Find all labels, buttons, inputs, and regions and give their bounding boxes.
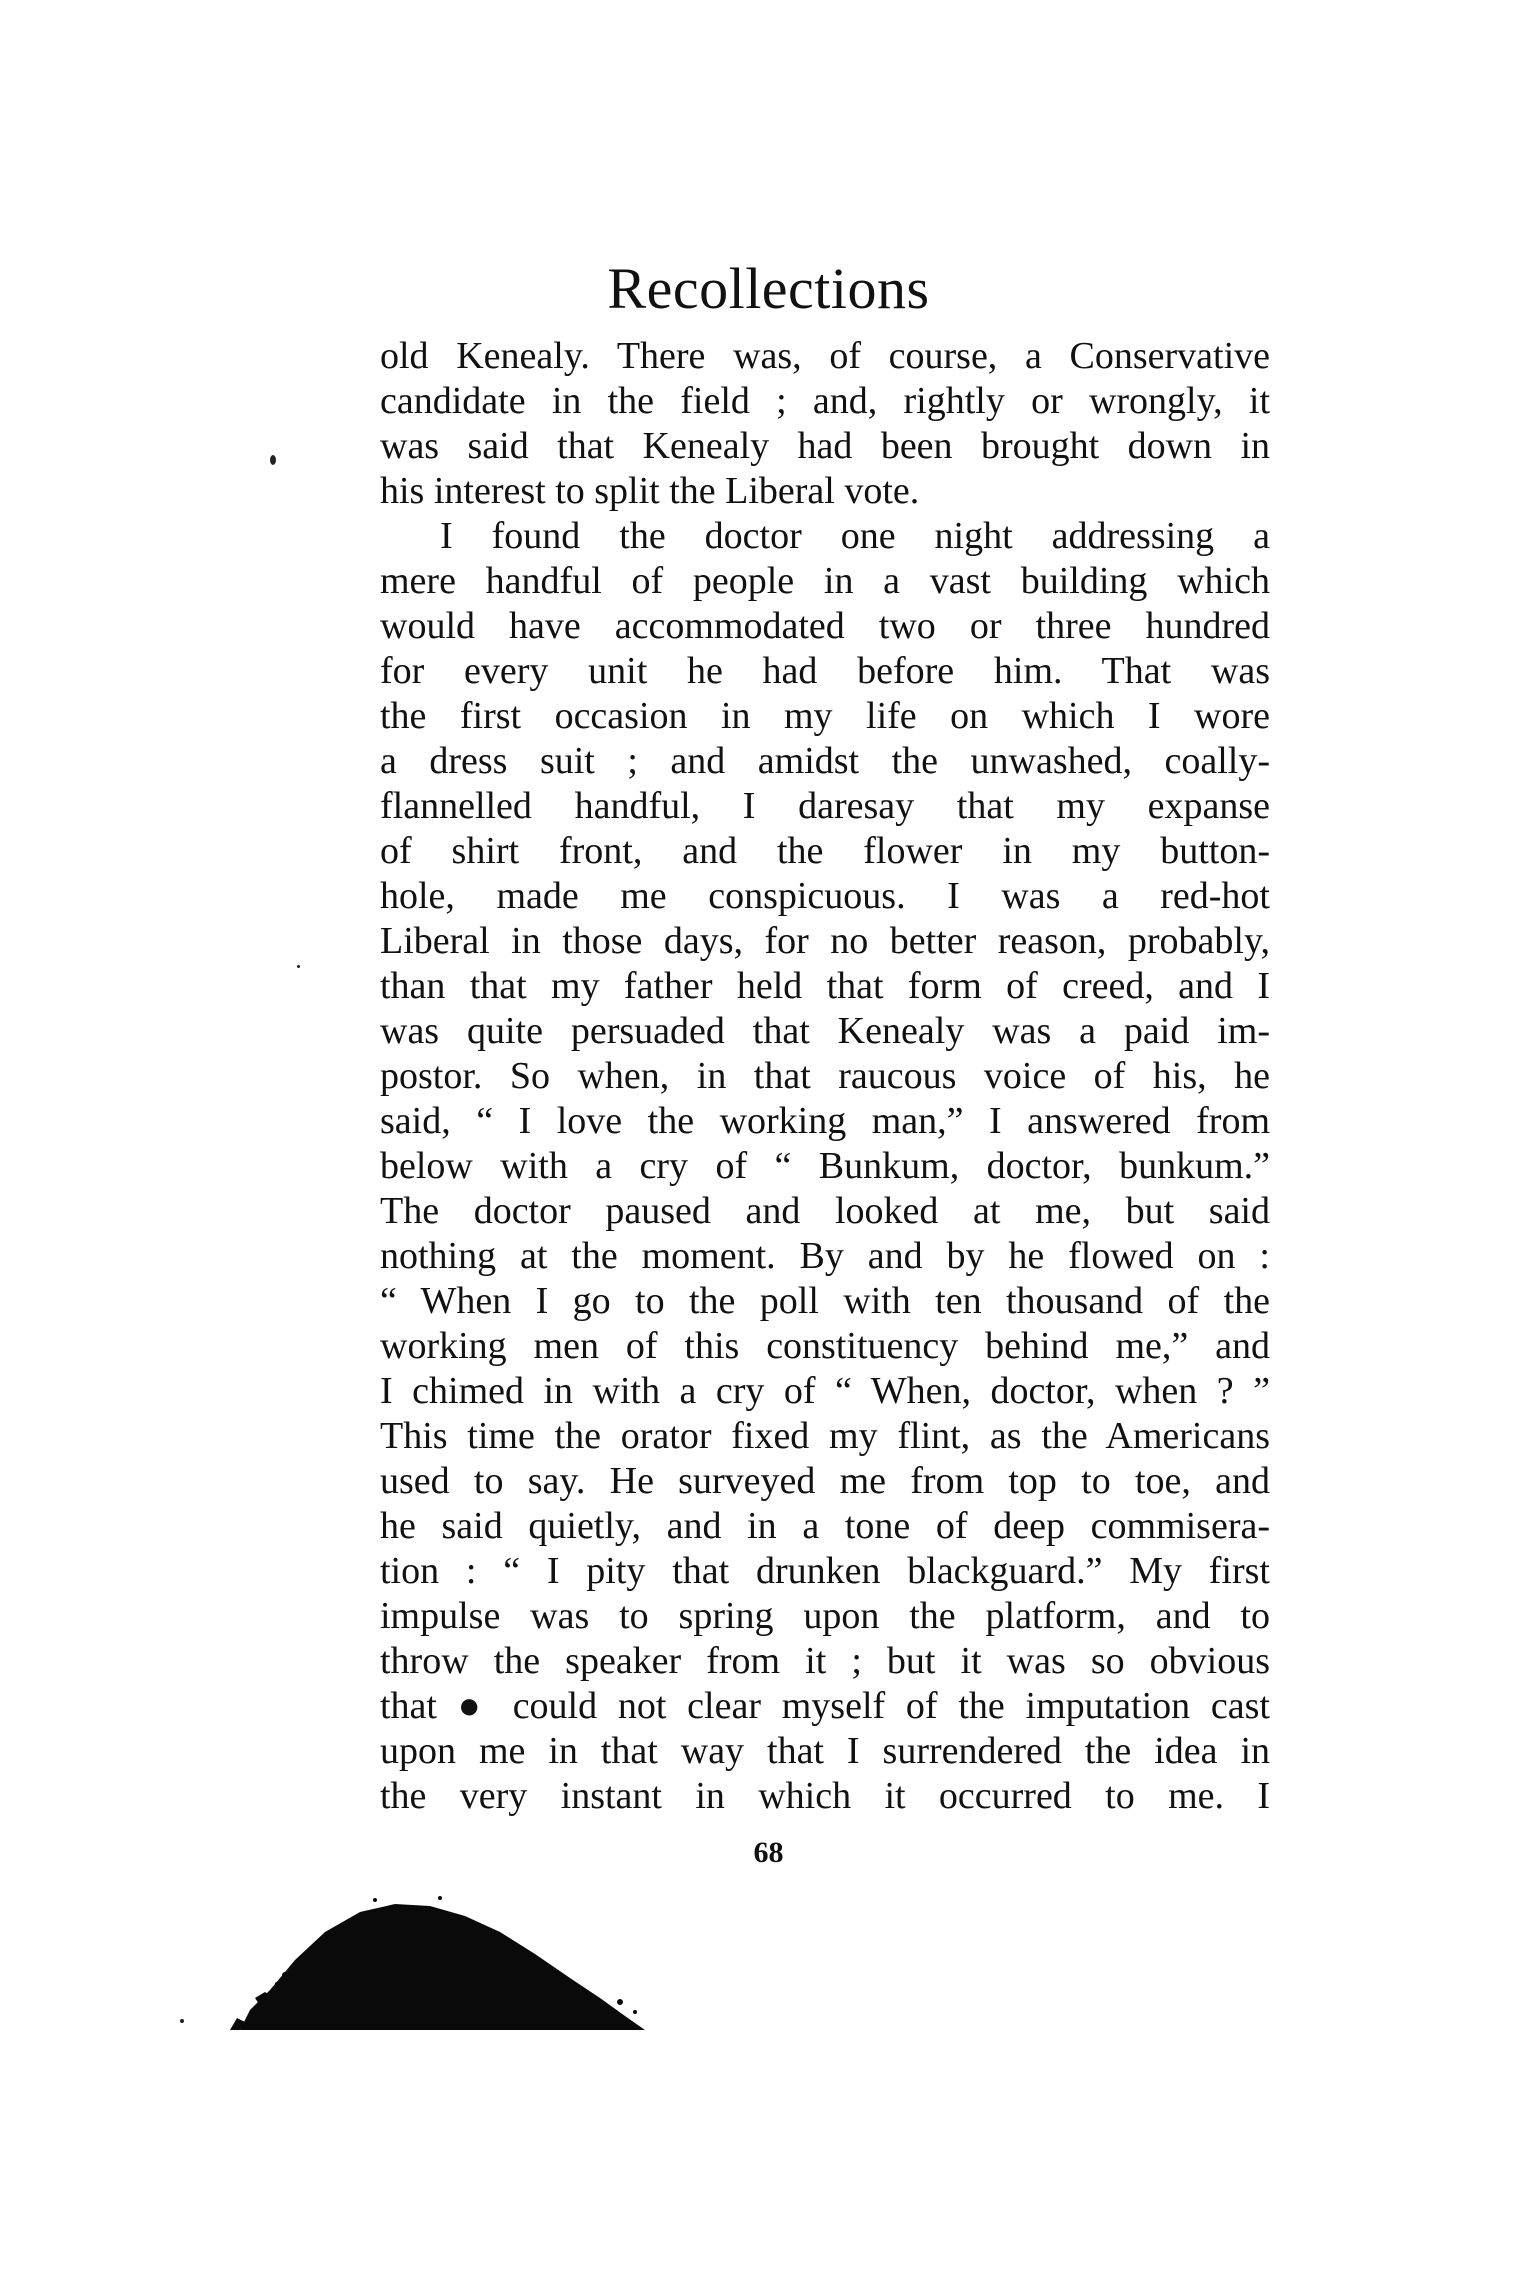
text-line: used to say. He surveyed me from top to toe, and (380, 1460, 1270, 1502)
text-line: postor. So when, in that raucous voice of his, he (380, 1055, 1270, 1097)
text-line: the very instant in which it occurred to me. I (380, 1775, 1270, 1817)
text-line: working men of this constituency behind me,” and (380, 1325, 1270, 1367)
text-line: that ● could not clear myself of the imputation cast (380, 1685, 1270, 1727)
text-line: upon me in that way that I surrendered the idea in (380, 1730, 1270, 1772)
text-line: I chimed in with a cry of “ When, doctor, when ? ” (380, 1370, 1270, 1412)
text-line: impulse was to spring upon the platform, and to (380, 1595, 1270, 1637)
scan-speck (270, 455, 276, 465)
page-number: 68 (753, 1836, 784, 1869)
text-line: below with a cry of “ Bunkum, doctor, bunkum.” (380, 1145, 1270, 1187)
text-line: his interest to split the Liberal vote. (380, 470, 920, 512)
text-line: was said that Kenealy had been brought down in (380, 425, 1270, 467)
text-line: Liberal in those days, for no better reason, probably, (380, 920, 1270, 962)
text-line: than that my father held that form of creed, and I (380, 965, 1270, 1007)
text-line: nothing at the moment. By and by he flowed on : (380, 1235, 1270, 1277)
text-line: the first occasion in my life on which I wore (380, 695, 1270, 737)
body-text (380, 334, 1270, 1819)
text-line: old Kenealy. There was, of course, a Conservative (380, 335, 1270, 377)
text-line: said, “ I love the working man,” I answered from (380, 1100, 1270, 1142)
text-line: “ When I go to the poll with ten thousand of the (380, 1280, 1270, 1322)
text-line: flannelled handful, I daresay that my expanse (380, 785, 1270, 827)
text-line: hole, made me conspicuous. I was a red-hot (380, 875, 1270, 917)
text-line: throw the speaker from it ; but it was so obvious (380, 1640, 1270, 1682)
text-line: I found the doctor one night addressing a (440, 515, 1270, 557)
text-line: tion : “ I pity that drunken blackguard.” My first (380, 1550, 1270, 1592)
text-line: he said quietly, and in a tone of deep commisera- (380, 1505, 1270, 1547)
text-line: This time the orator fixed my flint, as the Americans (380, 1415, 1270, 1457)
text-line: mere handful of people in a vast building which (380, 560, 1270, 602)
running-head: Recollections (607, 256, 930, 321)
scan-speck (297, 965, 300, 968)
text-line: a dress suit ; and amidst the unwashed, coally- (380, 740, 1270, 782)
text-line: was quite persuaded that Kenealy was a paid im- (380, 1010, 1270, 1052)
ink-blot (225, 1880, 745, 2030)
text-line: would have accommodated two or three hundred (380, 605, 1270, 647)
scan-speck (180, 2019, 184, 2023)
text-line: The doctor paused and looked at me, but said (380, 1190, 1270, 1232)
text-line: candidate in the field ; and, rightly or wrongly, it (380, 380, 1270, 422)
text-line: of shirt front, and the flower in my button- (380, 830, 1270, 872)
text-line: for every unit he had before him. That was (380, 650, 1270, 692)
